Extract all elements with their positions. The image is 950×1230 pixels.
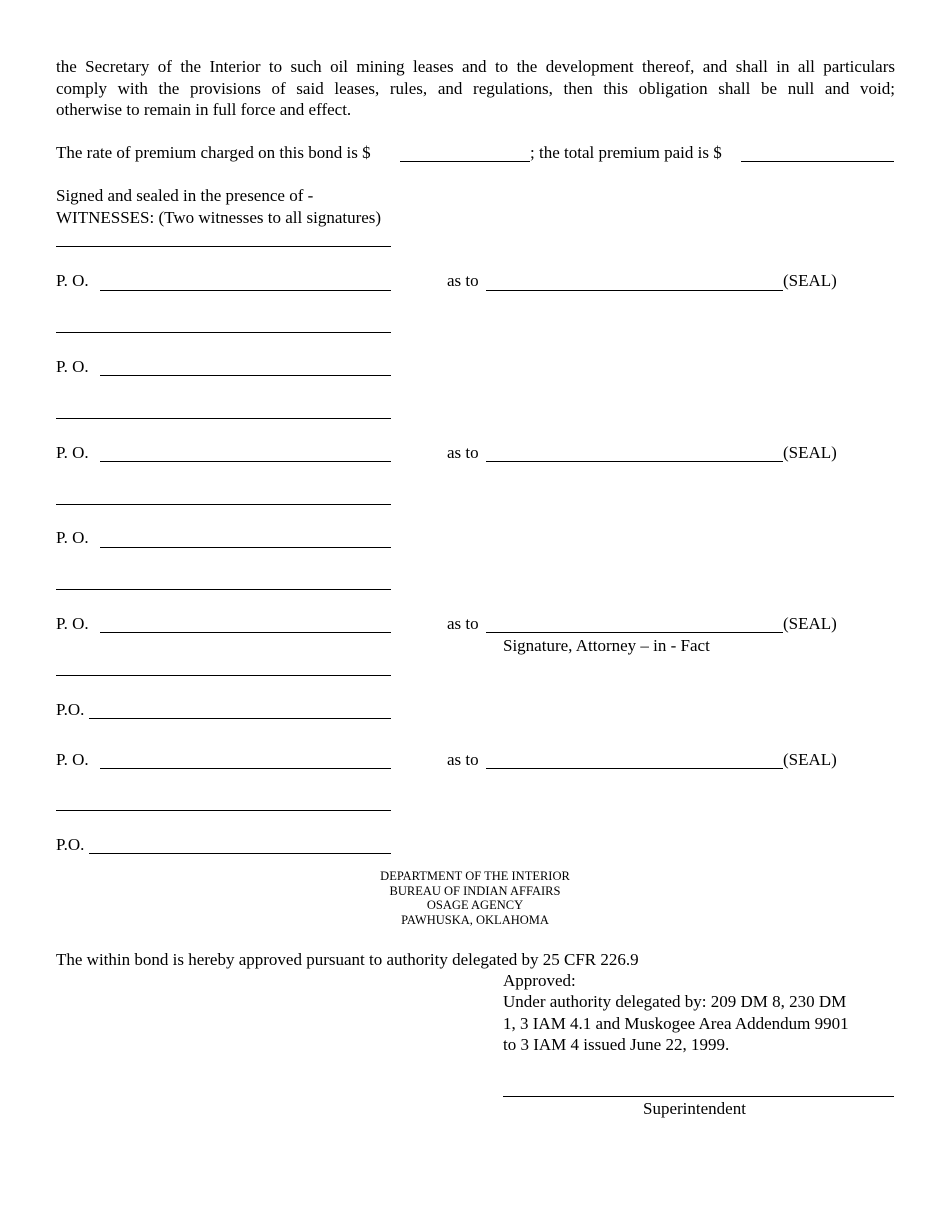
principal-signature-line[interactable] [486, 290, 783, 291]
superintendent-title: Superintendent [643, 1099, 746, 1118]
witness-signature-line[interactable] [56, 246, 391, 247]
premium-total-label: ; the total premium paid is $ [530, 143, 722, 162]
po-address-field[interactable] [100, 290, 391, 291]
po-address-field[interactable] [89, 718, 391, 719]
attorney-signature-line[interactable] [486, 632, 783, 633]
as-to-label: as to [447, 443, 479, 462]
as-to-label: as to [447, 614, 479, 633]
po-address-field[interactable] [100, 547, 391, 548]
po-label: P. O. [56, 357, 89, 376]
po-address-field[interactable] [100, 768, 391, 769]
as-to-label: as to [447, 271, 479, 290]
agency-header-line: BUREAU OF INDIAN AFFAIRS [389, 883, 561, 898]
po-address-field[interactable] [89, 853, 391, 854]
po-label: P. O. [56, 614, 89, 633]
witness-signature-line[interactable] [56, 589, 391, 590]
po-address-field[interactable] [100, 632, 391, 633]
witness-signature-line[interactable] [56, 504, 391, 505]
po-label: P. O. [56, 528, 89, 547]
principal-signature-line[interactable] [486, 768, 783, 769]
po-address-field[interactable] [100, 375, 391, 376]
po-label: P. O. [56, 271, 89, 290]
as-to-label: as to [447, 750, 479, 769]
authority-line: Under authority delegated by: 209 DM 8, 230 DM [503, 992, 847, 1011]
seal-label: (SEAL) [783, 614, 837, 633]
agency-header-line: DEPARTMENT OF THE INTERIOR [380, 869, 570, 883]
seal-label: (SEAL) [783, 750, 837, 769]
witness-signature-line[interactable] [56, 332, 391, 333]
intro-line: comply with the provisions of said leases, rules, and regulations, then this obligation shall be null and void; [56, 78, 895, 98]
intro-line: otherwise to remain in full force and effect. [56, 100, 352, 119]
authority-line: 1, 3 IAM 4.1 and Muskogee Area Addendum 9901 [503, 1014, 849, 1033]
premium-rate-field[interactable] [400, 161, 530, 162]
po-label: P.O. [56, 835, 85, 854]
principal-signature-line[interactable] [486, 461, 783, 462]
po-label: P. O. [56, 750, 89, 769]
approval-statement: The within bond is hereby approved pursuant to authority delegated by 25 CFR 226.9 [56, 950, 639, 969]
premium-rate-label: The rate of premium charged on this bond is $ [56, 143, 371, 162]
witness-signature-line[interactable] [56, 418, 391, 419]
authority-line: to 3 IAM 4 issued June 22, 1999. [503, 1035, 730, 1054]
approved-label: Approved: [503, 971, 576, 990]
intro-line: the Secretary of the Interior to such oil mining leases and to the development thereof, and shall in all particulars [56, 57, 895, 76]
witnesses-label: WITNESSES: (Two witnesses to all signatures) [56, 208, 382, 227]
agency-header-line: PAWHUSKA, OKLAHOMA [401, 912, 549, 927]
signed-sealed-label: Signed and sealed in the presence of - [56, 186, 314, 205]
po-address-field[interactable] [100, 461, 391, 462]
seal-label: (SEAL) [783, 271, 837, 290]
seal-label: (SEAL) [783, 443, 837, 462]
premium-total-field[interactable] [741, 161, 894, 162]
agency-header-line: OSAGE AGENCY [426, 898, 524, 913]
intro-paragraph [56, 56, 895, 121]
witness-signature-line[interactable] [56, 810, 391, 811]
witness-signature-line[interactable] [56, 675, 391, 676]
agency-header [300, 869, 650, 927]
attorney-in-fact-caption: Signature, Attorney – in - Fact [503, 636, 710, 655]
po-label: P. O. [56, 443, 89, 462]
po-label: P.O. [56, 700, 85, 719]
superintendent-signature-line[interactable] [503, 1096, 894, 1097]
